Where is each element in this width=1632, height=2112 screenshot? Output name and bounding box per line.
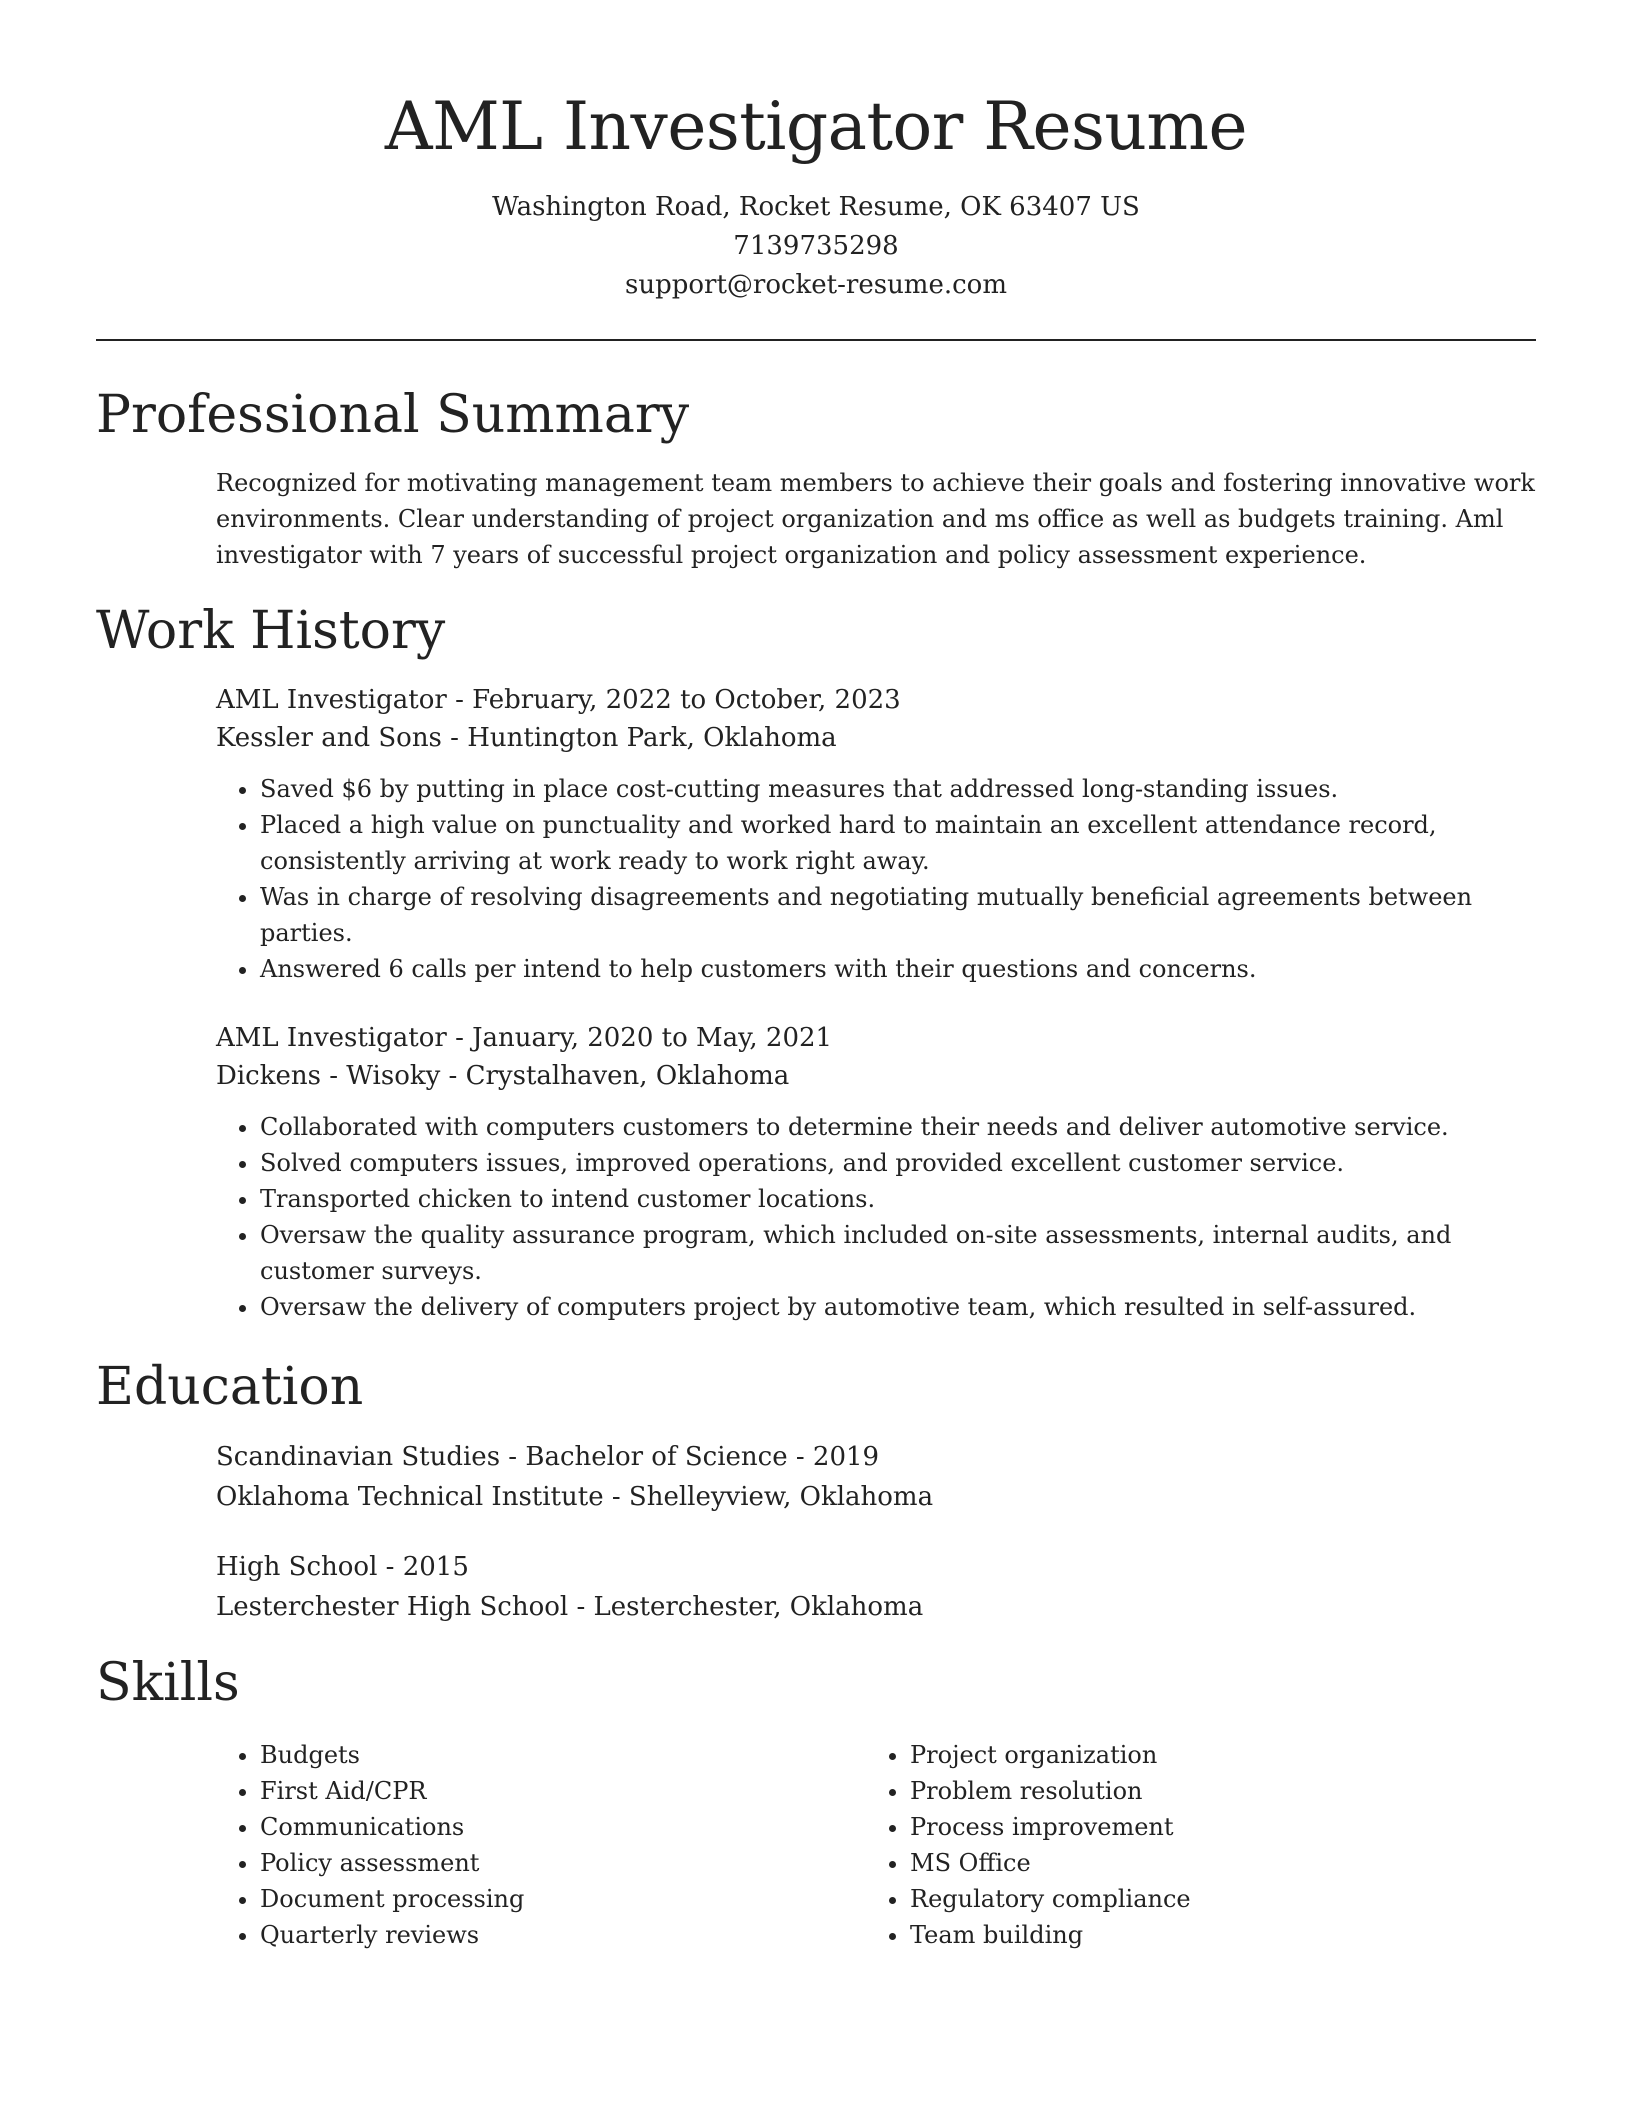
education-entry <box>216 1547 1536 1627</box>
skill-item: • Team building <box>910 1917 1516 1953</box>
skill-item: • First Aid/CPR <box>260 1773 866 1809</box>
education-school-line: Oklahoma Technical Institute - Shelleyview, Oklahoma <box>216 1482 934 1512</box>
summary-heading: Professional Summary <box>96 385 690 445</box>
skill-item: • Budgets <box>260 1737 866 1773</box>
job-bullet: • Oversaw the quality assurance program, which included on-site assessments, internal audits, and customer surveys. <box>260 1217 1536 1289</box>
education-entry <box>216 1437 1536 1517</box>
job-bullet: • Transported chicken to intend customer locations. <box>260 1181 1536 1217</box>
education-section <box>96 1355 1536 1627</box>
job-bullet: • Answered 6 calls per intend to help customers with their questions and concerns. <box>260 951 1536 987</box>
job-role-line: AML Investigator - January, 2020 to May, 2021 <box>216 1023 833 1053</box>
skill-item: • Policy assessment <box>260 1845 866 1881</box>
job-bullet: • Placed a high value on punctuality and worked hard to maintain an excellent attendance record, consistently arriving at work ready to work right away. <box>260 807 1536 879</box>
skill-item: • Problem resolution <box>910 1773 1516 1809</box>
education-school-line: Lesterchester High School - Lesterchester, Oklahoma <box>216 1592 924 1622</box>
education-degree-line: High School - 2015 <box>216 1552 469 1582</box>
job-bullet: • Oversaw the delivery of computers project by automotive team, which resulted in self-assured. <box>260 1289 1536 1325</box>
skills-heading: Skills <box>96 1653 240 1713</box>
job-bullet: • Solved computers issues, improved operations, and provided excellent customer service. <box>260 1145 1536 1181</box>
job-bullets <box>216 771 1536 987</box>
skill-item: • Project organization <box>910 1737 1516 1773</box>
skills-right-column <box>866 1737 1516 1953</box>
education-degree-line: Scandinavian Studies - Bachelor of Science - 2019 <box>216 1442 880 1472</box>
contact-email: support@rocket-resume.com <box>624 270 1007 300</box>
work-history-heading: Work History <box>96 601 446 661</box>
header-divider <box>96 339 1536 341</box>
job-bullet: • Collaborated with computers customers to determine their needs and deliver automotive service. <box>260 1109 1536 1145</box>
skill-item: • Document processing <box>260 1881 866 1917</box>
summary-section <box>96 383 1536 573</box>
skill-item: • Regulatory compliance <box>910 1881 1516 1917</box>
job-role-line: AML Investigator - February, 2022 to October, 2023 <box>216 685 901 715</box>
skills-section <box>96 1651 1536 1953</box>
job-entry <box>216 681 1536 987</box>
work-history-section <box>96 599 1536 1325</box>
skill-item: • Quarterly reviews <box>260 1917 866 1953</box>
skill-item: • Communications <box>260 1809 866 1845</box>
job-bullet: • Saved $6 by putting in place cost-cutting measures that addressed long-standing issues. <box>260 771 1536 807</box>
job-company-line: Dickens - Wisoky - Crystalhaven, Oklahoma <box>216 1061 790 1091</box>
summary-text: Recognized for motivating management team members to achieve their goals and fostering innovative work environments. Clear understanding of project organization and ms office as well as budgets training. Aml investigator with 7 years of successful project organization and policy assessment experience. <box>216 469 1535 569</box>
job-entry <box>216 1019 1536 1325</box>
contact-address: Washington Road, Rocket Resume, OK 63407 US <box>492 192 1140 222</box>
contact-phone: 7139735298 <box>733 231 899 261</box>
contact-info <box>96 188 1536 305</box>
skill-item: • MS Office <box>910 1845 1516 1881</box>
education-heading: Education <box>96 1357 364 1417</box>
resume-title: AML Investigator Resume <box>384 88 1248 165</box>
job-company-line: Kessler and Sons - Huntington Park, Oklahoma <box>216 723 837 753</box>
job-bullets <box>216 1109 1536 1325</box>
job-bullet: • Was in charge of resolving disagreements and negotiating mutually beneficial agreements between parties. <box>260 879 1536 951</box>
skills-left-column <box>216 1737 866 1953</box>
skills-columns <box>216 1737 1536 1953</box>
skill-item: • Process improvement <box>910 1809 1516 1845</box>
resume-header <box>96 0 1536 305</box>
